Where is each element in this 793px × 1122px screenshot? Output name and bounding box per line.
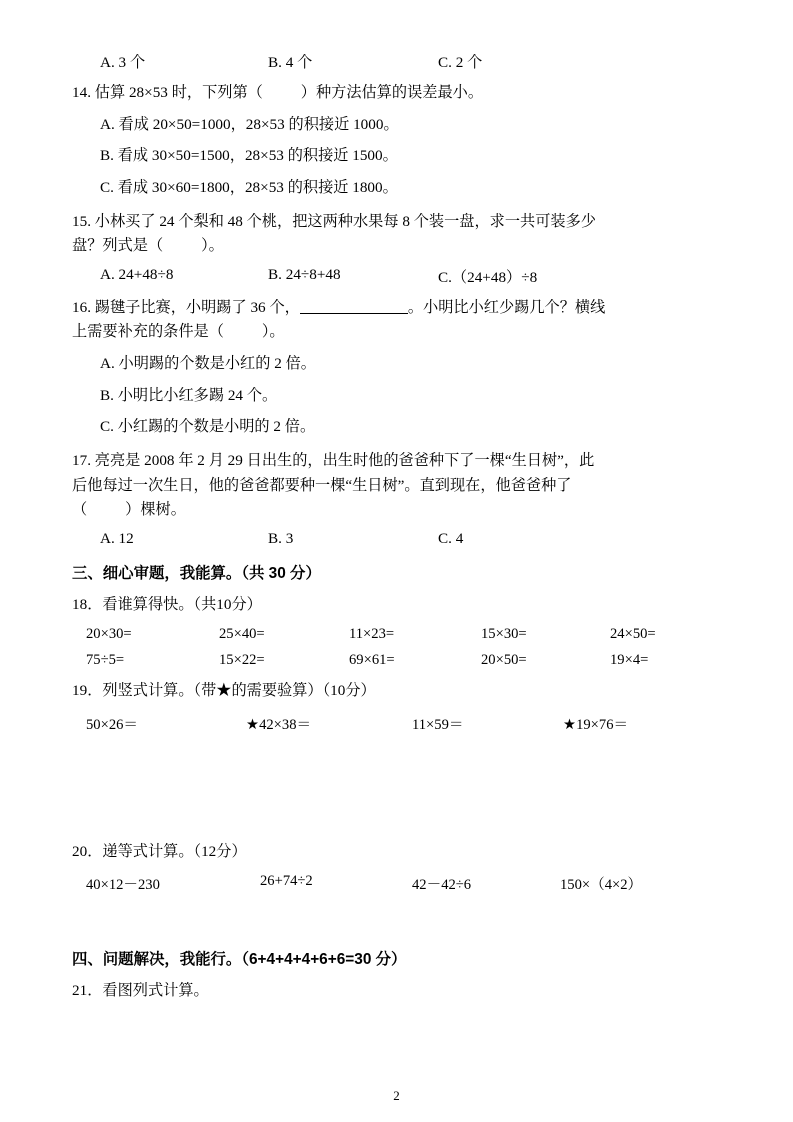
vertical-calc-item: ★19×76＝ <box>563 717 629 733</box>
calc-item: 25×40= <box>219 626 265 643</box>
question-20-label: 20．递等式计算。（12分） <box>72 843 247 860</box>
calc-item: 15×30= <box>481 626 527 643</box>
calc-item: 75÷5= <box>86 652 125 669</box>
calc-item: 69×61= <box>349 652 395 669</box>
question-17-stem-line2: 后他每过一次生日，他的爸爸都要种一棵“生日树”。直到现在，他爸爸种了 <box>72 476 572 494</box>
calc-item: 20×30= <box>86 626 132 643</box>
question-17-option-a: A. 12 <box>100 529 134 547</box>
section-3-title: 三、细心审题，我能算。（共 30 分） <box>72 564 321 582</box>
question-16-choice-a: A. 小明踢的个数是小红的 2 倍。 <box>100 355 316 372</box>
section-4-title: 四、问题解决，我能行。（6+4+4+4+6+6=30 分） <box>72 950 407 968</box>
step-calc-item: 42－42÷6 <box>412 876 472 893</box>
question-17-option-c: C. 4 <box>438 529 464 547</box>
question-18-row-2 <box>86 652 721 669</box>
calc-item: 15×22= <box>219 652 265 669</box>
option-c: C. 2 个 <box>438 54 483 71</box>
calc-item: 20×50= <box>481 652 527 669</box>
vertical-calc-item: 11×59＝ <box>412 717 464 733</box>
step-calc-item: 40×12－230 <box>86 876 160 893</box>
question-17-option-b: B. 3 <box>268 529 294 547</box>
question-14-choice-c: C. 看成 30×60=1800，28×53 的积接近 1800。 <box>100 178 398 196</box>
question-16-choice-c: C. 小红踢的个数是小明的 2 倍。 <box>100 418 316 436</box>
question-19-label: 19．列竖式计算。（带★的需要验算）（10分） <box>72 682 376 700</box>
top-options-row <box>100 51 721 72</box>
vertical-calc-item: ★42×38＝ <box>246 717 312 733</box>
question-15-option-a: A. 24+48÷8 <box>100 265 174 283</box>
question-15-option-b: B. 24÷8+48 <box>268 265 341 283</box>
question-14-choice-a: A. 看成 20×50=1000，28×53 的积接近 1000。 <box>100 115 399 133</box>
question-14-choice-b: B. 看成 30×50=1500，28×53 的积接近 1500。 <box>100 147 398 165</box>
question-16-text-before: 16. 踢毽子比赛，小明踢了 36 个， <box>72 298 300 316</box>
question-18-row-1 <box>86 626 721 643</box>
question-17-options-row <box>100 530 721 548</box>
question-16-choice-b: B. 小明比小红多踢 24 个。 <box>100 386 278 404</box>
question-15-option-c: C.（24+48）÷8 <box>438 268 538 286</box>
calc-item: 19×4= <box>610 652 649 669</box>
question-19-work-area <box>72 734 721 840</box>
question-17-stem-line1: 17. 亮亮是 2008 年 2 月 29 日出生的，出生时他的爸爸种下了一棵“生日树”，此 <box>72 451 595 469</box>
step-calc-item: 150×（4×2） <box>560 876 643 893</box>
calc-item: 24×50= <box>610 626 656 643</box>
page-number: 2 <box>393 1088 400 1103</box>
question-17-stem-line3: （ ）棵树。 <box>72 501 186 519</box>
option-a: A. 3 个 <box>100 54 146 71</box>
question-16-text-after: 。小明比小红少踢几个？横线 <box>407 298 606 316</box>
option-b: B. 4 个 <box>268 54 313 71</box>
question-14-stem: 14. 估算 28×53 时，下列第（ ）种方法估算的误差最小。 <box>72 84 484 101</box>
question-15-options-row <box>100 266 721 287</box>
vertical-calc-item: 50×26＝ <box>86 717 139 733</box>
question-18-label: 18．看谁算得快。（共10分） <box>72 595 262 613</box>
question-20-work-area <box>72 894 721 934</box>
question-16-blank <box>300 313 408 314</box>
calc-item: 11×23= <box>349 626 395 643</box>
question-16-stem-line1 <box>72 296 721 321</box>
question-15-stem-line1: 15. 小林买了 24 个梨和 48 个桃，把这两种水果每 8 个装一盘，求一共可装多少 <box>72 212 596 230</box>
step-calc-item: 26+74÷2 <box>260 872 313 889</box>
question-19-items <box>86 713 721 734</box>
question-20-items <box>86 873 721 894</box>
question-21-label: 21．看图列式计算。 <box>72 981 209 999</box>
question-15-stem-line2: 盘？列式是（ ）。 <box>72 237 224 255</box>
question-16-stem-line2: 上需要补充的条件是（ ）。 <box>72 323 285 341</box>
